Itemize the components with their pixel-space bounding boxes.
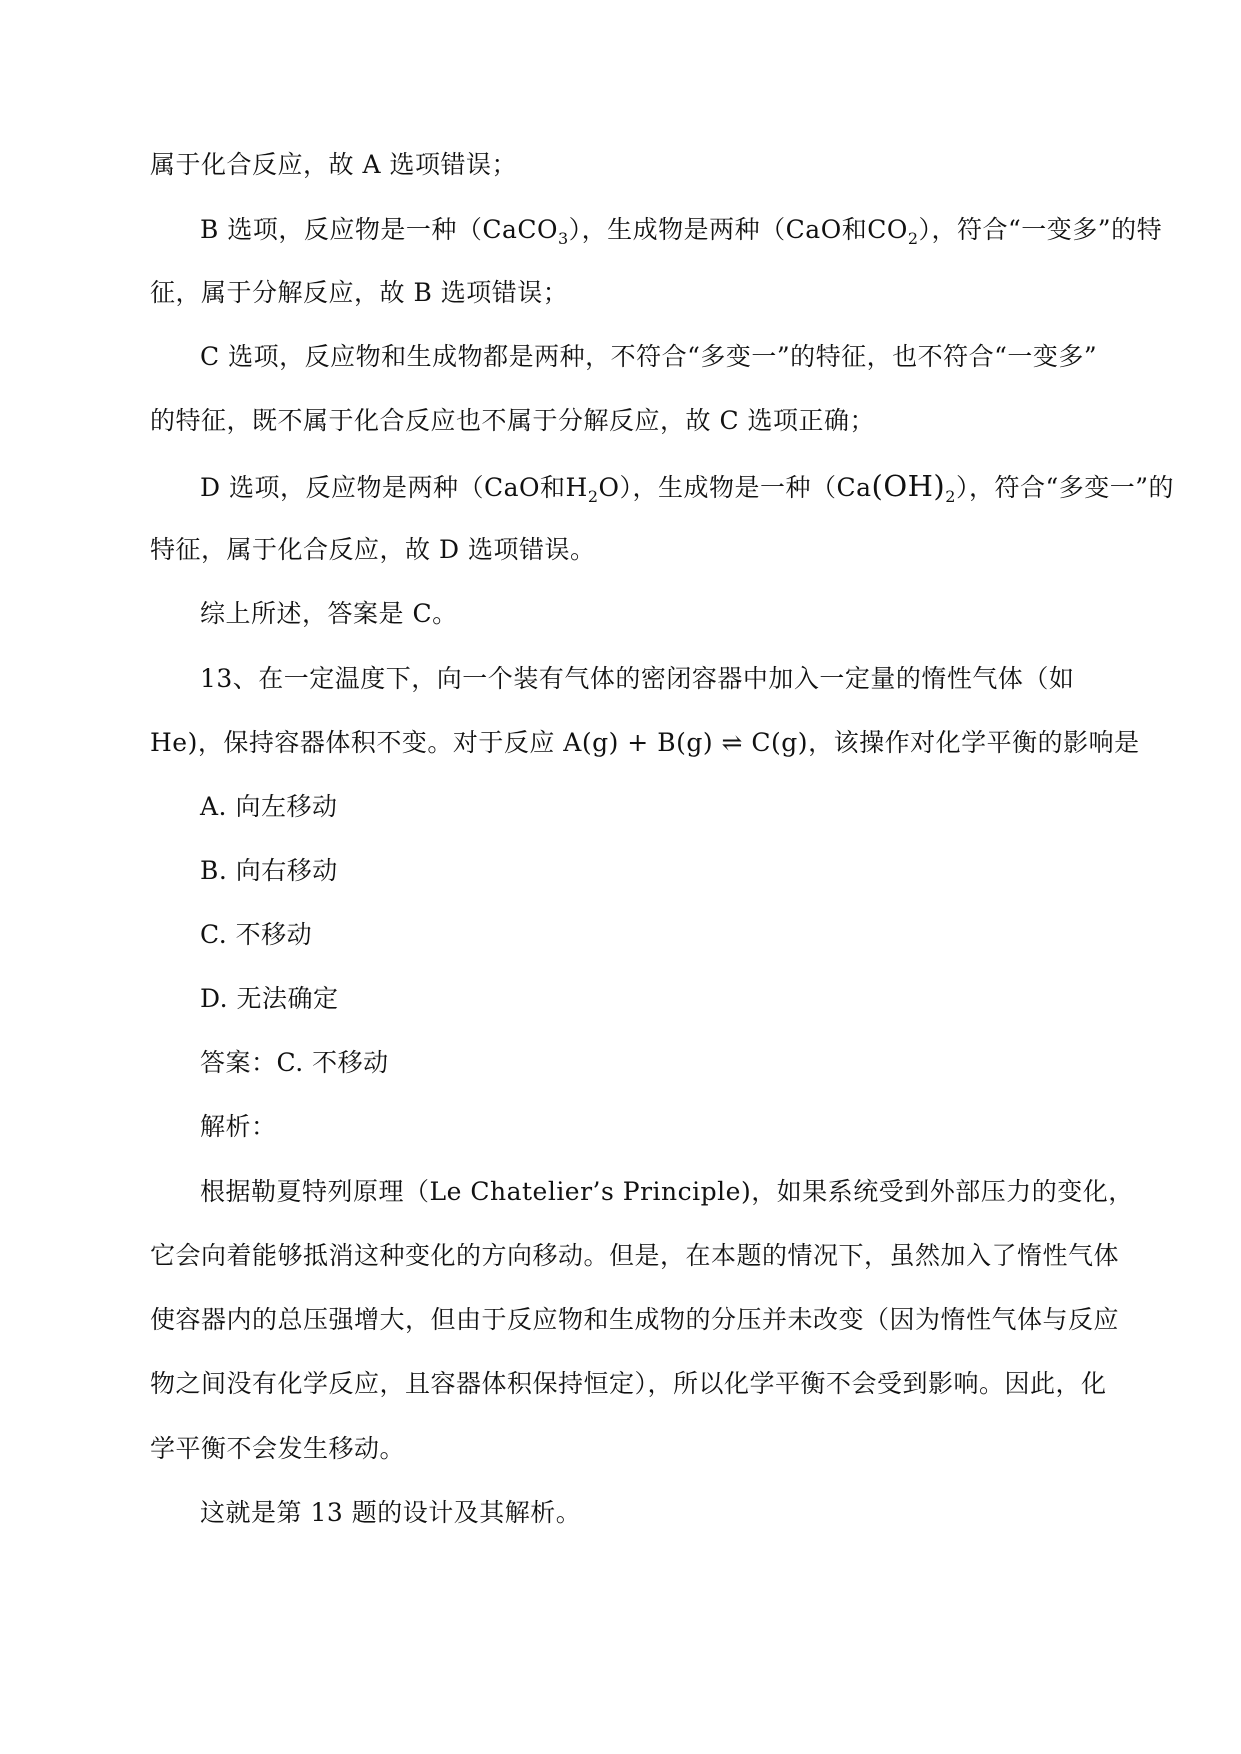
subscript: 2 — [945, 487, 956, 506]
summary-line: 综上所述，答案是 C。 — [200, 599, 458, 628]
text-line-option-c-explanation: C 选项，反应物和生成物都是两种，不符合“多变一”的特征，也不符合“一变多” — [200, 342, 1098, 371]
text-line-7: 特征，属于化合反应，故 D 选项错误。 — [150, 535, 596, 564]
option-d: D. 无法确定 — [200, 984, 339, 1013]
analysis-paragraph-line-5: 学平衡不会发生移动。 — [150, 1434, 406, 1463]
answer-line: 答案：C. 不移动 — [200, 1048, 389, 1077]
analysis-paragraph-line-3: 使容器内的总压强增大，但由于反应物和生成物的分压并未改变（因为惰性气体与反应 — [150, 1305, 1120, 1334]
text-segment: O），生成物是一种（Ca — [598, 473, 872, 502]
analysis-paragraph-line-2: 它会向着能够抵消这种变化的方向移动。但是，在本题的情况下，虽然加入了惰性气体 — [150, 1241, 1120, 1270]
option-b: B. 向右移动 — [200, 856, 338, 885]
subscript: 2 — [587, 487, 599, 506]
text-line-option-d-explanation — [200, 469, 1174, 505]
closing-line: 这就是第 13 题的设计及其解析。 — [200, 1498, 582, 1527]
text-segment: ），符合“一变多”的特 — [918, 215, 1163, 244]
subscript: 3 — [557, 229, 569, 248]
option-c: C. 不移动 — [200, 920, 313, 949]
text-segment: ），生成物是两种（CaO和CO — [568, 215, 908, 244]
text-segment: (OH) — [871, 469, 946, 503]
text-segment: B 选项，反应物是一种（CaCO — [200, 215, 558, 244]
question-13-line-1: 13、在一定温度下，向一个装有气体的密闭容器中加入一定量的惰性气体（如 — [200, 664, 1075, 693]
text-line-option-b-explanation — [200, 213, 1162, 247]
question-13-line-2: He)，保持容器体积不变。对于反应 A(g) + B(g) ⇌ C(g)，该操作对化学平衡的影响是 — [150, 728, 1140, 757]
subscript: 2 — [907, 229, 919, 248]
option-a: A. 向左移动 — [200, 792, 338, 821]
text-segment: ），符合“多变一”的 — [955, 473, 1174, 502]
text-line-1: 属于化合反应，故 A 选项错误； — [150, 150, 517, 179]
analysis-paragraph-line-4: 物之间没有化学反应，且容器体积保持恒定），所以化学平衡不会受到影响。因此，化 — [150, 1369, 1107, 1398]
analysis-paragraph-line-1: 根据勒夏特列原理（Le Chatelier’s Principle)，如果系统受到外部压力的变化， — [200, 1177, 1134, 1206]
analysis-label: 解析： — [200, 1112, 277, 1141]
text-line-3: 征，属于分解反应，故 B 选项错误； — [150, 278, 569, 307]
text-line-5: 的特征，既不属于化合反应也不属于分解反应，故 C 选项正确； — [150, 406, 876, 435]
text-segment: D 选项，反应物是两种（CaO和H — [200, 473, 588, 502]
